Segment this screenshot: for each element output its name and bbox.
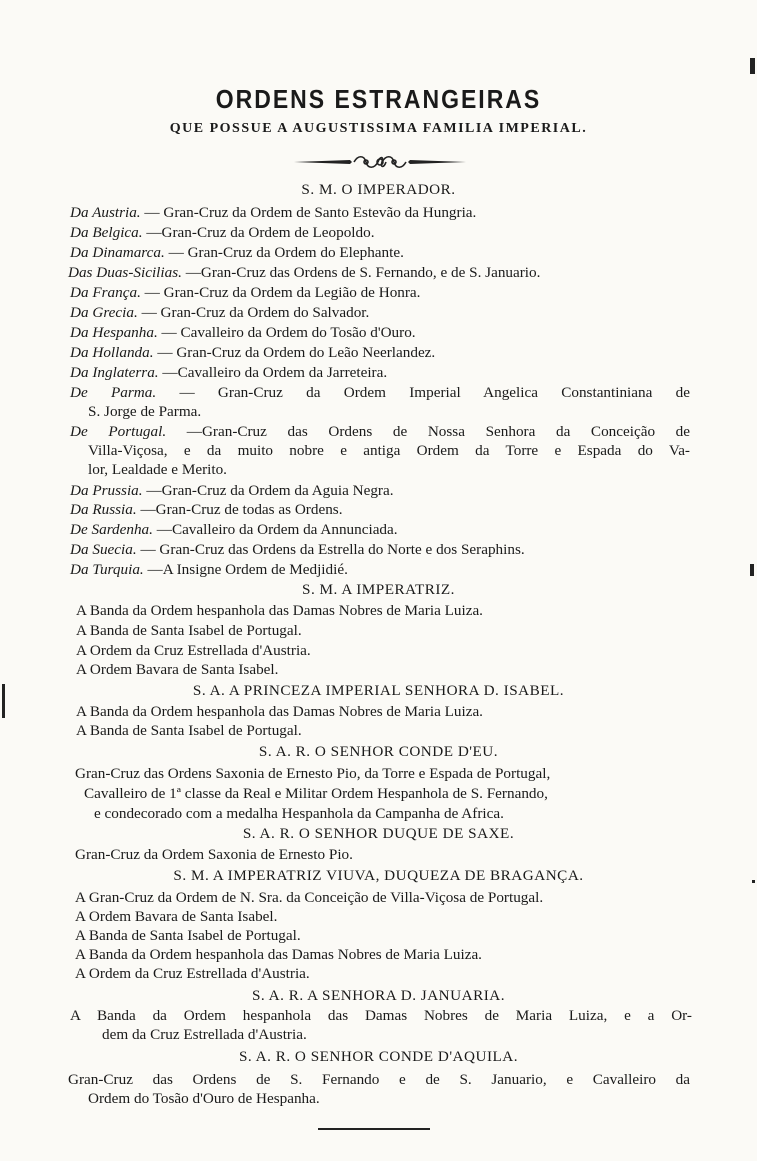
order-line: A Ordem da Cruz Estrellada d'Austria. — [76, 642, 311, 659]
order-entry-continuation: lor, Lealdade e Merito. — [88, 461, 227, 478]
order-entry-continuation: S. Jorge de Parma. — [88, 403, 202, 420]
order-text: — Cavalleiro da Ordem do Tosão d'Ouro. — [161, 324, 416, 341]
order-entry — [70, 540, 525, 560]
order-entry — [70, 363, 387, 383]
order-entry — [70, 520, 398, 540]
order-text: —Gran-Cruz da Ordem de Leopoldo. — [146, 224, 375, 241]
order-text: — Gran-Cruz das Ordens da Estrella do Norte e dos Seraphins. — [140, 541, 525, 558]
country-name: Das Duas-Sicilias. — [68, 264, 182, 281]
order-line: A Banda da Ordem hespanhola das Damas Nobres de Maria Luiza. — [76, 703, 483, 720]
order-line: e condecorado com a medalha Hespanhola da Campanha de Africa. — [94, 805, 504, 822]
order-text: — Gran-Cruz da Ordem de Santo Estevão da Hungria. — [144, 204, 477, 221]
order-entry — [70, 481, 394, 501]
order-entry — [70, 303, 369, 323]
document-subtitle: QUE POSSUE A AUGUSTISSIMA FAMILIA IMPERIAL. — [169, 121, 588, 136]
order-entry — [70, 283, 420, 303]
document-title: ORDENS ESTRANGEIRAS — [215, 84, 542, 114]
country-name: Da Hespanha. — [70, 324, 158, 341]
order-line: Ordem do Tosão d'Ouro de Hespanha. — [88, 1090, 320, 1107]
order-line: Gran-Cruz das Ordens Saxonia de Ernesto Pio, da Torre e Espada de Portugal, — [75, 765, 551, 782]
section-heading-princess-isabel: S. A. A PRINCEZA IMPERIAL SENHORA D. ISABEL. — [192, 682, 565, 699]
section-heading-emperor: S. M. O IMPERADOR. — [301, 181, 456, 198]
order-line: A Ordem Bavara de Santa Isabel. — [76, 661, 279, 678]
order-text: —Gran-Cruz da Ordem da Aguia Negra. — [146, 482, 394, 499]
country-name: Da Turquia. — [70, 561, 144, 578]
order-line: A Banda da Ordem hespanhola das Damas Nobres de Maria Luiza. — [76, 602, 483, 619]
country-name: Da Prussia. — [70, 482, 143, 499]
order-line: Cavalleiro de 1ª classe da Real e Militar Ordem Hespanhola de S. Fernando, — [84, 785, 548, 802]
country-name: Da França. — [70, 284, 141, 301]
section-heading-conde-deu: S. A. R. O SENHOR CONDE D'EU. — [258, 743, 499, 760]
order-entry — [68, 263, 540, 283]
country-name: Da Hollanda. — [70, 344, 154, 361]
order-line: A Banda de Santa Isabel de Portugal. — [76, 622, 302, 639]
order-entry — [70, 203, 476, 223]
country-name: De Portugal. — [70, 423, 167, 440]
order-line: Gran-Cruz das Ordens de S. Fernando e de S. Januario, e Cavalleiro da — [68, 1071, 690, 1088]
order-line: A Ordem da Cruz Estrellada d'Austria. — [75, 965, 310, 982]
order-text: —A Insigne Ordem de Medjidié. — [147, 561, 348, 578]
order-entry — [70, 343, 435, 363]
order-line: A Banda de Santa Isabel de Portugal. — [76, 722, 302, 739]
order-text: — Gran-Cruz da Ordem Imperial Angelica Constantiniana de — [179, 384, 690, 401]
order-entry — [70, 383, 690, 403]
order-text: —Cavalleiro da Ordem da Annunciada. — [156, 521, 398, 538]
order-entry — [70, 243, 404, 263]
country-name: De Sardenha. — [70, 521, 153, 538]
order-text: —Cavalleiro da Ordem da Jarreteira. — [162, 364, 388, 381]
order-text: — Gran-Cruz da Ordem do Elephante. — [168, 244, 404, 261]
order-line: dem da Cruz Estrellada d'Austria. — [102, 1026, 307, 1043]
order-line: A Banda da Ordem hespanhola das Damas Nobres de Maria Luiza, e a Or- — [70, 1007, 692, 1024]
order-text: —Gran-Cruz de todas as Ordens. — [140, 501, 343, 518]
order-text: — Gran-Cruz da Ordem do Salvador. — [141, 304, 370, 321]
country-name: Da Dinamarca. — [70, 244, 165, 261]
country-name: Da Suecia. — [70, 541, 137, 558]
section-heading-januaria: S. A. R. A SENHORA D. JANUARIA. — [251, 987, 506, 1004]
section-heading-empress-dowager: S. M. A IMPERATRIZ VIUVA, DUQUEZA DE BRAGANÇA. — [173, 867, 584, 884]
ornament-divider-icon — [290, 152, 470, 170]
order-entry — [70, 323, 416, 343]
country-name: De Parma. — [70, 384, 157, 401]
order-text: — Gran-Cruz da Ordem do Leão Neerlandez. — [157, 344, 436, 361]
order-entry — [70, 223, 375, 243]
order-text: — Gran-Cruz da Ordem da Legião de Honra. — [144, 284, 421, 301]
order-entry — [70, 422, 690, 442]
country-name: Da Belgica. — [70, 224, 143, 241]
order-text: —Gran-Cruz das Ordens de S. Fernando, e de S. Januario. — [185, 264, 541, 281]
order-line: A Banda de Santa Isabel de Portugal. — [75, 927, 301, 944]
section-heading-empress: S. M. A IMPERATRIZ. — [302, 581, 455, 598]
order-entry — [70, 560, 348, 580]
section-heading-duque-saxe: S. A. R. O SENHOR DUQUE DE SAXE. — [242, 825, 515, 842]
order-line: Gran-Cruz da Ordem Saxonia de Ernesto Pio. — [75, 846, 353, 863]
order-entry — [70, 500, 343, 520]
closing-rule — [318, 1128, 430, 1130]
order-line: A Banda da Ordem hespanhola das Damas Nobres de Maria Luiza. — [75, 946, 482, 963]
order-line: A Gran-Cruz da Ordem de N. Sra. da Conceição de Villa-Viçosa de Portugal. — [75, 889, 544, 906]
country-name: Da Inglaterra. — [70, 364, 159, 381]
order-text: —Gran-Cruz das Ordens de Nossa Senhora da Conceição de — [186, 423, 690, 440]
country-name: Da Grecia. — [70, 304, 138, 321]
order-entry-continuation: Villa-Viçosa, e da muito nobre e antiga Ordem da Torre e Espada do Va- — [88, 442, 690, 459]
country-name: Da Russia. — [70, 501, 137, 518]
country-name: Da Austria. — [70, 204, 141, 221]
section-heading-conde-aquila: S. A. R. O SENHOR CONDE D'AQUILA. — [238, 1048, 519, 1065]
order-line: A Ordem Bavara de Santa Isabel. — [75, 908, 278, 925]
